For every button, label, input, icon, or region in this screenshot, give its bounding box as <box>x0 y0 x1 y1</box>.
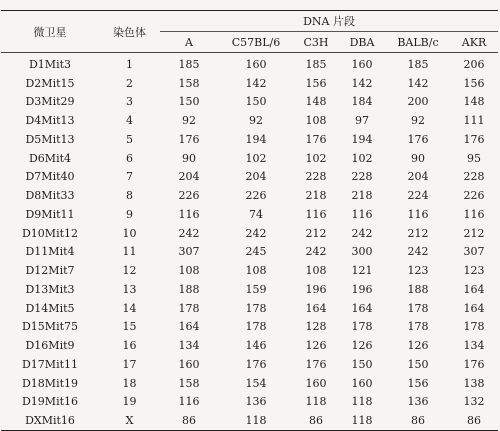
table-row <box>1 280 498 299</box>
microsatellite-cell: D11Mit4 <box>25 245 75 259</box>
chromosome-cell: 4 <box>126 114 133 128</box>
fragment-size-cell: 92 <box>411 114 425 128</box>
table-row <box>1 130 498 149</box>
fragment-size-cell: 158 <box>178 376 200 390</box>
header-microsatellite: 微卫星 <box>33 25 67 39</box>
chromosome-cell: 11 <box>122 245 137 259</box>
fragment-size-cell: 123 <box>407 264 429 278</box>
chromosome-cell: 5 <box>126 132 133 146</box>
fragment-size-cell: 156 <box>463 76 485 90</box>
fragment-size-cell: 90 <box>411 151 425 165</box>
fragment-size-cell: 116 <box>178 207 200 221</box>
fragment-size-cell: 226 <box>245 189 267 203</box>
fragment-size-cell: 212 <box>463 226 485 240</box>
chromosome-cell: 16 <box>122 339 137 353</box>
fragment-size-cell: 142 <box>245 76 267 90</box>
fragment-size-cell: 204 <box>245 170 267 184</box>
chromosome-cell: 2 <box>126 76 133 90</box>
header-dna-fragment: DNA 片段 <box>303 15 355 28</box>
fragment-size-cell: 123 <box>463 264 485 278</box>
fragment-size-cell: 178 <box>178 301 200 315</box>
fragment-size-cell: 126 <box>305 339 327 353</box>
fragment-size-cell: 134 <box>463 339 485 353</box>
microsatellite-cell: D17Mit11 <box>21 357 78 371</box>
fragment-size-cell: 160 <box>178 357 200 371</box>
chromosome-cell: 18 <box>122 376 137 390</box>
microsatellite-cell: D4Mit13 <box>25 114 75 128</box>
fragment-size-cell: 148 <box>463 95 485 109</box>
fragment-size-cell: 178 <box>407 320 429 334</box>
fragment-size-cell: 156 <box>305 76 327 90</box>
fragment-size-cell: 188 <box>178 282 200 296</box>
fragment-size-cell: 176 <box>305 132 327 146</box>
fragment-size-cell: 150 <box>245 95 267 109</box>
fragment-size-cell: 196 <box>351 282 373 296</box>
fragment-size-cell: 176 <box>407 132 429 146</box>
fragment-size-cell: 108 <box>305 114 327 128</box>
table-row <box>1 318 498 337</box>
microsatellite-cell: D19Mit16 <box>21 395 78 409</box>
table-row <box>1 243 498 262</box>
fragment-size-cell: 86 <box>182 414 196 428</box>
header-strain-akr: AKR <box>450 32 498 53</box>
fragment-size-cell: 188 <box>407 282 429 296</box>
fragment-size-cell: 242 <box>351 226 373 240</box>
fragment-size-cell: 224 <box>407 189 429 203</box>
fragment-size-cell: 74 <box>249 207 263 221</box>
table-row <box>1 261 498 280</box>
fragment-size-cell: 176 <box>178 132 200 146</box>
fragment-size-cell: 138 <box>463 376 485 390</box>
fragment-size-cell: 307 <box>463 245 485 259</box>
fragment-size-cell: 204 <box>407 170 429 184</box>
fragment-size-cell: 178 <box>351 320 373 334</box>
table-row <box>1 205 498 224</box>
fragment-size-cell: 212 <box>305 226 327 240</box>
fragment-size-cell: 92 <box>182 114 196 128</box>
fragment-size-cell: 86 <box>411 414 425 428</box>
fragment-size-cell: 136 <box>245 395 267 409</box>
header-strain-dba: DBA <box>338 32 386 53</box>
fragment-size-cell: 158 <box>178 76 200 90</box>
table-body <box>1 53 498 431</box>
fragment-size-cell: 176 <box>463 357 485 371</box>
chromosome-cell: 13 <box>122 282 137 296</box>
fragment-size-cell: 178 <box>407 301 429 315</box>
microsatellite-cell: D1Mit3 <box>28 57 72 71</box>
fragment-size-cell: 164 <box>463 301 485 315</box>
fragment-size-cell: 121 <box>351 264 373 278</box>
microsatellite-cell: D7Mit40 <box>25 170 75 184</box>
header-strain-balbc: BALB/c <box>386 32 450 53</box>
chromosome-cell: 12 <box>122 264 137 278</box>
fragment-size-cell: 200 <box>407 95 429 109</box>
fragment-size-cell: 116 <box>305 207 327 221</box>
fragment-size-cell: 86 <box>309 414 323 428</box>
chromosome-cell: 7 <box>126 170 133 184</box>
chromosome-cell: 19 <box>122 395 137 409</box>
fragment-size-cell: 108 <box>245 264 267 278</box>
microsatellite-cell: D18Mit19 <box>21 376 78 390</box>
chromosome-cell: 3 <box>126 95 133 109</box>
chromosome-cell: 8 <box>126 189 133 203</box>
fragment-size-cell: 126 <box>351 339 373 353</box>
microsatellite-table <box>1 10 498 431</box>
microsatellite-cell: DXMit16 <box>25 414 75 428</box>
microsatellite-cell: D14Mit5 <box>25 301 75 315</box>
fragment-size-cell: 212 <box>407 226 429 240</box>
fragment-size-cell: 242 <box>245 226 267 240</box>
fragment-size-cell: 245 <box>245 245 267 259</box>
chromosome-cell: 17 <box>122 357 137 371</box>
fragment-size-cell: 142 <box>351 76 373 90</box>
table-row <box>1 336 498 355</box>
chromosome-cell: X <box>125 414 134 428</box>
header-chromosome: 染色体 <box>113 25 146 39</box>
fragment-size-cell: 228 <box>463 170 485 184</box>
fragment-size-cell: 102 <box>351 151 373 165</box>
chromosome-cell: 1 <box>126 57 133 71</box>
fragment-size-cell: 204 <box>178 170 200 184</box>
fragment-size-cell: 116 <box>407 207 429 221</box>
fragment-size-cell: 148 <box>305 95 327 109</box>
fragment-size-cell: 178 <box>245 320 267 334</box>
microsatellite-cell: D5Mit13 <box>25 132 75 146</box>
table-row <box>1 355 498 374</box>
fragment-size-cell: 194 <box>245 132 267 146</box>
fragment-size-cell: 160 <box>305 376 327 390</box>
fragment-size-cell: 111 <box>463 114 485 128</box>
fragment-size-cell: 102 <box>305 151 327 165</box>
header-row-top <box>1 11 498 32</box>
fragment-size-cell: 90 <box>182 151 196 165</box>
chromosome-cell: 10 <box>122 226 137 240</box>
header-strain-c57bl6: C57BL/6 <box>218 32 294 53</box>
microsatellite-cell: D3Mit29 <box>25 95 75 109</box>
fragment-size-cell: 116 <box>351 207 373 221</box>
fragment-size-cell: 116 <box>463 207 485 221</box>
fragment-size-cell: 184 <box>351 95 373 109</box>
table-row <box>1 186 498 205</box>
fragment-size-cell: 95 <box>467 151 482 165</box>
fragment-size-cell: 185 <box>305 57 327 71</box>
fragment-size-cell: 118 <box>305 395 327 409</box>
microsatellite-cell: D15Mit75 <box>21 320 78 334</box>
table-row <box>1 149 498 168</box>
table-row <box>1 393 498 412</box>
fragment-size-cell: 118 <box>245 414 267 428</box>
table-row <box>1 74 498 93</box>
fragment-size-cell: 92 <box>249 114 263 128</box>
fragment-size-cell: 194 <box>351 132 373 146</box>
header-strain-a: A <box>160 32 218 53</box>
table-row <box>1 224 498 243</box>
microsatellite-cell: D9Mit11 <box>25 207 75 221</box>
fragment-size-cell: 196 <box>305 282 327 296</box>
fragment-size-cell: 102 <box>245 151 267 165</box>
fragment-size-cell: 150 <box>351 357 373 371</box>
fragment-size-cell: 132 <box>463 395 485 409</box>
fragment-size-cell: 160 <box>351 57 373 71</box>
fragment-size-cell: 176 <box>305 357 327 371</box>
fragment-size-cell: 228 <box>305 170 327 184</box>
fragment-size-cell: 134 <box>178 339 200 353</box>
fragment-size-cell: 108 <box>305 264 327 278</box>
fragment-size-cell: 86 <box>467 414 482 428</box>
fragment-size-cell: 136 <box>407 395 429 409</box>
table-row <box>1 374 498 393</box>
fragment-size-cell: 154 <box>245 376 267 390</box>
fragment-size-cell: 97 <box>355 114 369 128</box>
fragment-size-cell: 206 <box>463 57 485 71</box>
fragment-size-cell: 142 <box>407 76 429 90</box>
table-row <box>1 93 498 112</box>
fragment-size-cell: 228 <box>351 170 373 184</box>
microsatellite-cell: D8Mit33 <box>25 189 75 203</box>
fragment-size-cell: 226 <box>178 189 200 203</box>
table-row <box>1 111 498 130</box>
fragment-size-cell: 178 <box>463 320 485 334</box>
fragment-size-cell: 176 <box>463 132 485 146</box>
fragment-size-cell: 160 <box>245 57 267 71</box>
fragment-size-cell: 150 <box>407 357 429 371</box>
chromosome-cell: 15 <box>122 320 137 334</box>
fragment-size-cell: 116 <box>178 395 200 409</box>
chromosome-cell: 14 <box>122 301 137 315</box>
fragment-size-cell: 128 <box>305 320 327 334</box>
fragment-size-cell: 176 <box>245 357 267 371</box>
fragment-size-cell: 164 <box>305 301 327 315</box>
table-row <box>1 411 498 430</box>
fragment-size-cell: 159 <box>245 282 267 296</box>
fragment-size-cell: 164 <box>351 301 373 315</box>
fragment-size-cell: 218 <box>305 189 327 203</box>
fragment-size-cell: 164 <box>463 282 485 296</box>
microsatellite-cell: D16Mit9 <box>25 339 75 353</box>
table-row <box>1 53 498 74</box>
microsatellite-cell: D6Mit4 <box>28 151 72 165</box>
fragment-size-cell: 242 <box>178 226 200 240</box>
fragment-size-cell: 146 <box>245 339 267 353</box>
microsatellite-cell: D12Mit7 <box>25 264 75 278</box>
fragment-size-cell: 108 <box>178 264 200 278</box>
fragment-size-cell: 218 <box>351 189 373 203</box>
fragment-size-cell: 185 <box>178 57 200 71</box>
fragment-size-cell: 242 <box>305 245 327 259</box>
microsatellite-cell: D10Mit12 <box>21 226 78 240</box>
fragment-size-cell: 118 <box>351 414 373 428</box>
fragment-size-cell: 300 <box>351 245 373 259</box>
fragment-size-cell: 160 <box>351 376 373 390</box>
table-row <box>1 299 498 318</box>
fragment-size-cell: 226 <box>463 189 485 203</box>
fragment-size-cell: 185 <box>407 57 429 71</box>
fragment-size-cell: 150 <box>178 95 200 109</box>
fragment-size-cell: 126 <box>407 339 429 353</box>
fragment-size-cell: 178 <box>245 301 267 315</box>
table-row <box>1 168 498 187</box>
chromosome-cell: 9 <box>126 207 133 221</box>
fragment-size-cell: 118 <box>351 395 373 409</box>
chromosome-cell: 6 <box>126 151 133 165</box>
microsatellite-cell: D2Mit15 <box>25 76 75 90</box>
fragment-size-cell: 164 <box>178 320 200 334</box>
fragment-size-cell: 307 <box>178 245 200 259</box>
microsatellite-cell: D13Mit3 <box>25 282 75 296</box>
header-strain-c3h: C3H <box>294 32 338 53</box>
fragment-size-cell: 156 <box>407 376 429 390</box>
fragment-size-cell: 242 <box>407 245 429 259</box>
